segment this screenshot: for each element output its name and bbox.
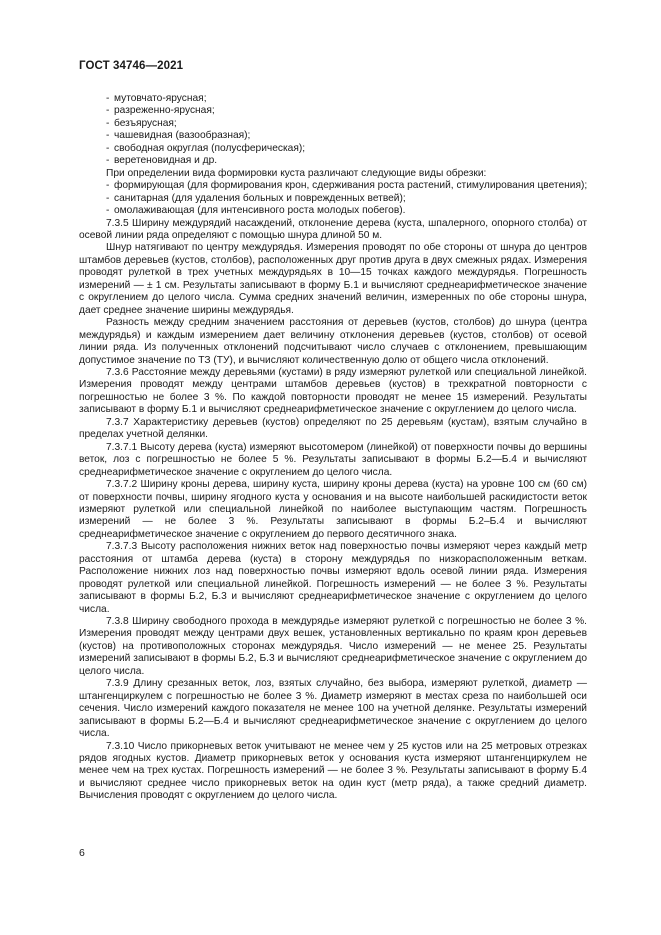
paragraph-7-3-7-2: 7.3.7.2 Ширину кроны дерева, ширину куста, ширину кроны дерева (куста) на уровне 100 см (60 см) от поверхности почвы, ширину ягодного куста у основания и на высоте наибольшей раскидистости веток измеряют рулеткой или специальной линейкой по наиболее выступающим частям. Погрешность измерений — не более 3 %. Результаты записывают в формы Б.2–Б.4 и вычисляют среднеарифметическое значение с округлением до первого десятичного знака. [79,479,587,540]
list-item: - свободная округлая (полусферическая); [106,142,306,154]
list-item: - безъярусная; [106,117,177,129]
paragraph-cord-measurement: Шнур натягивают по центру междурядья. Измерения проводят по обе стороны от шнура до центров штамбов деревьев (кустов, столбов), расположенных друг против друга в двух смежных рядах. Измерения проводят рулеткой в трех учетных междурядьях в 10—15 точках каждого междурядья. Погрешность измерений — ± 1 см. Результаты записывают в форму Б.1 и вычисляют среднеарифметическое значение с округлением до целого числа. Сумма средних значений величин, измеренных по обе стороны шнура, дает среднее значение ширины междурядья. [79,242,587,316]
list-item: - формирующая (для формирования крон, сдерживания роста растений, стимулирования цветения); [106,180,588,192]
list-item: - разреженно-ярусная; [106,105,215,117]
paragraph-7-3-7-1: 7.3.7.1 Высоту дерева (куста) измеряют высотомером (линейкой) от поверхности почвы до вершины веток, лоз с погрешностью не более 5 %. Результаты записывают в формы Б.2—Б.4 и вычисляют среднеарифметическое значение с округлением до целого числа. [79,441,587,478]
paragraph-deviation: Разность между средним значением расстояния от деревьев (кустов, столбов) до шнура (центра междурядья) и каждым измерением дает величину отклонения деревьев (кустов, столбов) от осевой линии ряда. Из полученных отклонений подсчитывают число случаев с отклонением, превышающим допустимое значение по ТЗ (ТУ), и вычисляют количественную долю от общего числа отклонений. [79,317,587,366]
list-item: - чашевидная (вазообразная); [106,130,251,142]
paragraph-7-3-7: 7.3.7 Характеристику деревьев (кустов) определяют по 25 деревьям (кустам), взятым случайно в пределах учетной делянки. [79,416,587,441]
list-item: - омолаживающая (для интенсивного роста молодых побегов). [106,205,406,217]
pruning-intro: При определении вида формировки куста различают следующие виды обрезки: [106,167,487,179]
document-header: ГОСТ 34746—2021 [79,60,184,72]
list-item: - мутовчато-ярусная; [106,93,207,104]
paragraph-7-3-9: 7.3.9 Длину срезанных веток, лоз, взятых случайно, без выбора, измеряют рулеткой, диаметр — штангенциркулем с погрешностью не более 3 %. Диаметр измеряют в местах среза по наибольшей оси сечения. Число измерений каждого показателя не менее 100 на учетной делянке. Результаты измерений записывают в формы Б.2—Б.4 и вычисляют среднеарифметическое значение с округлением до целого числа. [79,678,587,740]
document-body [79,93,587,803]
paragraph-7-3-10: 7.3.10 Число прикорневых веток учитывают не менее чем у 25 кустов или на 25 метровых отрезках рядов ягодных кустов. Диаметр прикорневых веток у основания куста измеряют штангенциркулем не менее чем на трех кустах. Погрешность измерений — не более 3 %. Результаты записывают в форму Б.4 и вычисляют среднее число прикорневых веток на один куст (метр ряда), а также средний диаметр. Вычисления проводят с округлением до целого числа. [79,740,587,802]
crown-shape-list [79,93,587,168]
paragraph-7-3-5: 7.3.5 Ширину междурядий насаждений, отклонение дерева (куста, шпалерного, опорного столба) от осевой линии ряда определяют с помощью шнура длиной 50 м. [79,217,587,241]
list-item: - санитарная (для удаления больных и поврежденных ветвей); [106,192,406,204]
pruning-list [79,180,587,217]
paragraph-7-3-7-3: 7.3.7.3 Высоту расположения нижних веток над поверхностью почвы измеряют через каждый метр расстояния от штамба дерева (куста) в сторону междурядья по низкорасположенным веткам. Расположение нижних лоз над поверхностью почвы измеряют вдоль осевой линии ряда. Измерения проводят рулеткой или специальной линейкой. Погрешность измерений — не более 3 %. Результаты записывают в формы Б.2, Б.3 и вычисляют среднеарифметическое значение с округлением до целого числа. [79,541,587,615]
page-number: 6 [79,847,85,859]
paragraph-7-3-8: 7.3.8 Ширину свободного прохода в междурядье измеряют рулеткой с погрешностью не более 3 %. Измерения проводят между центрами двух вешек, установленных вертикально по краям крон деревьев (кустов) на противоположных сторонах междурядья. Число измерений — не менее 25. Результаты измерений записывают в формы Б.2, Б.3 и вычисляют среднеарифметическое значение с округлением до целого числа. [79,616,587,677]
paragraph-7-3-6: 7.3.6 Расстояние между деревьями (кустами) в ряду измеряют рулеткой или специальной линейкой. Измерения проводят между центрами штамбов деревьев (кустов) в трехкратной повторности с погрешностью не более 3 %. По каждой повторности проводят не менее 15 измерений. Результаты записывают в форму Б.1 и вычисляют среднеарифметическое значение с округлением до целого числа. [79,366,587,416]
list-item: - веретеновидная и др. [106,155,218,167]
